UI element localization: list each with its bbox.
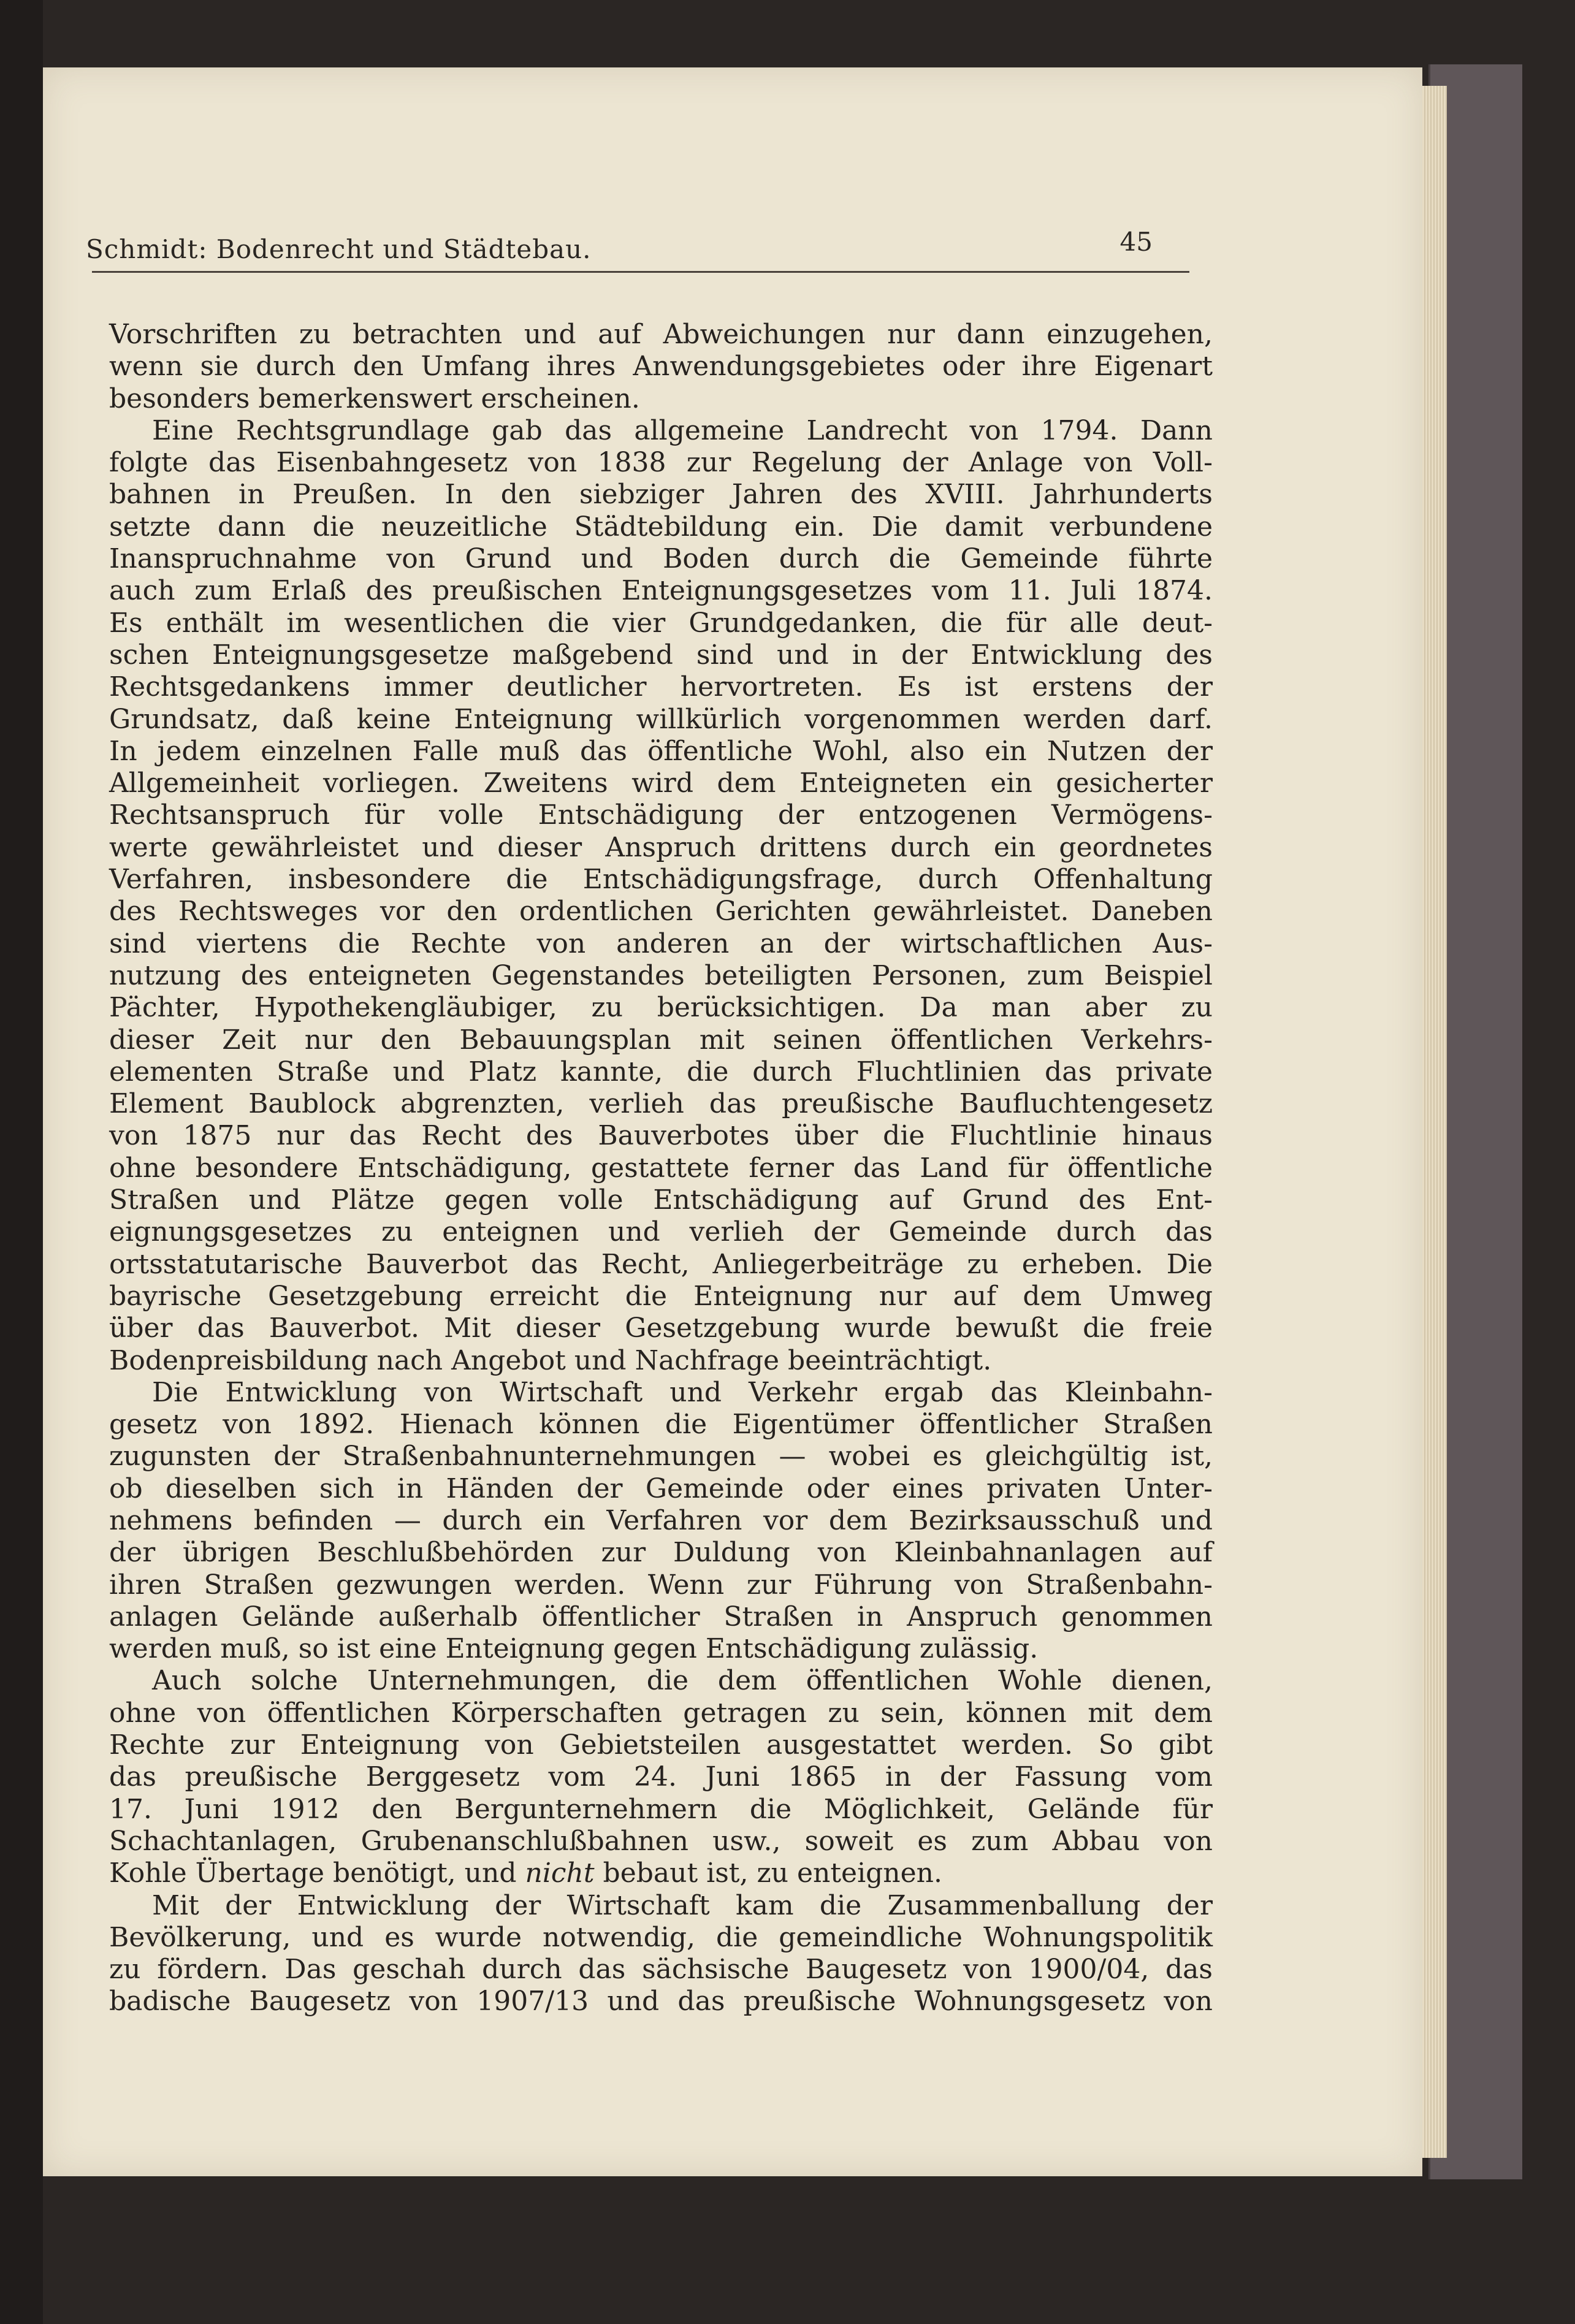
text-line: 17. Juni 1912 den Bergunternehmern die Möglichkeit, Gelände für (109, 1793, 1213, 1825)
text-line: ob dieselben sich in Händen der Gemeinde oder eines privaten Unter- (109, 1473, 1213, 1504)
text-line: Die Entwicklung von Wirtschaft und Verkehr ergab das Kleinbahn- (152, 1376, 1213, 1408)
running-header (86, 166, 1189, 264)
text-line: sind viertens die Rechte von anderen an der wirtschaftlichen Aus- (109, 928, 1213, 959)
text-line: setzte dann die neuzeitliche Städtebildung ein. Die damit verbundene (109, 511, 1213, 543)
body-text (109, 319, 1213, 2018)
text-line: Rechte zur Enteignung von Gebietsteilen ausgestattet werden. So gibt (109, 1729, 1213, 1761)
text-line: besonders bemerkenswert erscheinen. (109, 383, 640, 414)
text-line: wenn sie durch den Umfang ihres Anwendungsgebietes oder ihre Eigenart (109, 351, 1213, 383)
text-segment: bebaut ist, zu enteignen. (594, 1857, 943, 1889)
text-line: Auch solche Unternehmungen, die dem öffentlichen Wohle dienen, (152, 1665, 1213, 1697)
text-line: über das Bauverbot. Mit dieser Gesetzgebung wurde bewußt die freie (109, 1312, 1213, 1344)
text-line: zugunsten der Straßenbahnunternehmungen — wobei es gleichgültig ist, (109, 1441, 1213, 1473)
text-line: von 1875 nur das Recht des Bauverbotes über die Fluchtlinie hinaus (109, 1120, 1213, 1152)
text-line: Allgemeinheit vorliegen. Zweitens wird dem Enteigneten ein gesicherter (109, 768, 1213, 799)
text-line: badische Baugesetz von 1907/13 und das preußische Wohnungsgesetz von (109, 1986, 1213, 2017)
text-line: werte gewährleistet und dieser Anspruch drittens durch ein geordnetes (109, 831, 1213, 863)
text-line: eignungsgesetzes zu enteignen und verlieh der Gemeinde durch das (109, 1216, 1213, 1248)
emphasis-nicht: nicht (525, 1857, 595, 1889)
text-line: Mit der Entwicklung der Wirtschaft kam die Zusammenballung der (152, 1889, 1213, 1921)
text-line: In jedem einzelnen Falle muß das öffentliche Wohl, also ein Nutzen der (109, 735, 1213, 767)
text-line: das preußische Berggesetz vom 24. Juni 1865 in der Fassung vom (109, 1761, 1213, 1793)
text-line: gesetz von 1892. Hienach können die Eigentümer öffentlicher Straßen (109, 1409, 1213, 1441)
running-title: Schmidt: Bodenrecht und Städtebau. (86, 234, 592, 264)
text-line: Bodenpreisbildung nach Angebot und Nachfrage beeinträchtigt. (109, 1344, 992, 1376)
text-line: ihren Straßen gezwungen werden. Wenn zur Führung von Straßenbahn- (109, 1569, 1213, 1601)
text-line: Eine Rechtsgrundlage gab das allgemeine Landrecht von 1794. Dann (152, 414, 1213, 446)
text-line: des Rechtsweges vor den ordentlichen Gerichten gewährleistet. Daneben (109, 896, 1213, 928)
text-line: Straßen und Plätze gegen volle Entschädigung auf Grund des Ent- (109, 1184, 1213, 1216)
text-line: Pächter, Hypothekengläubiger, zu berücksichtigen. Da man aber zu (109, 992, 1213, 1024)
text-line: nehmens befinden — durch ein Verfahren vor dem Bezirksausschuß und (109, 1504, 1213, 1536)
text-line: Vorschriften zu betrachten und auf Abweichungen nur dann einzugehen, (109, 319, 1213, 350)
text-line: ohne von öffentlichen Körperschaften getragen zu sein, können mit dem (109, 1697, 1213, 1729)
text-line: zu fördern. Das geschah durch das sächsische Baugesetz von 1900/04, das (109, 1954, 1213, 1986)
text-line: Element Baublock abgrenzten, verlieh das preußische Baufluchtengesetz (109, 1088, 1213, 1120)
text-line: Es enthält im wesentlichen die vier Grundgedanken, die für alle deut- (109, 607, 1213, 639)
text-line: werden muß, so ist eine Enteignung gegen Entschädigung zulässig. (109, 1633, 1039, 1665)
text-line: elementen Straße und Platz kannte, die durch Fluchtlinien das private (109, 1056, 1213, 1088)
text-line: folgte das Eisenbahngesetz von 1838 zur Regelung der Anlage von Voll- (109, 447, 1213, 479)
text-line: Grundsatz, daß keine Enteignung willkürlich vorgenommen werden darf. (109, 703, 1213, 735)
text-line: Bevölkerung, und es wurde notwendig, die gemeindliche Wohnungspolitik (109, 1921, 1213, 1953)
book-cover-left (0, 0, 43, 2324)
text-line: Rechtsgedankens immer deutlicher hervortreten. Es ist erstens der (109, 671, 1213, 703)
text-line: ortsstatutarische Bauverbot das Recht, Anliegerbeiträge zu erheben. Die (109, 1248, 1213, 1280)
header-rule (92, 271, 1189, 273)
text-segment: Kohle Übertage benötigt, und (109, 1857, 525, 1889)
text-line: Inanspruchnahme von Grund und Boden durch die Gemeinde führte (109, 543, 1213, 575)
text-line: bayrische Gesetzgebung erreicht die Enteignung nur auf dem Umweg (109, 1280, 1213, 1312)
text-line: ohne besondere Entschädigung, gestattete ferner das Land für öffentliche (109, 1152, 1213, 1184)
page-number: 45 (1119, 227, 1153, 257)
text-line: nutzung des enteigneten Gegenstandes beteiligten Personen, zum Beispiel (109, 959, 1213, 991)
text-line: anlagen Gelände außerhalb öffentlicher Straßen in Anspruch genommen (109, 1601, 1213, 1633)
text-line: schen Enteignungsgesetze maßgebend sind und in der Entwicklung des (109, 639, 1213, 671)
text-line-kohle (109, 1857, 1213, 1889)
text-line: der übrigen Beschlußbehörden zur Duldung von Kleinbahnanlagen auf (109, 1537, 1213, 1569)
text-line: Rechtsanspruch für volle Entschädigung der entzogenen Vermögens- (109, 799, 1213, 831)
text-line: bahnen in Preußen. In den siebziger Jahren des XVIII. Jahrhunderts (109, 479, 1213, 511)
text-line: auch zum Erlaß des preußischen Enteignungsgesetzes vom 11. Juli 1874. (109, 575, 1213, 607)
text-line: dieser Zeit nur den Bebauungsplan mit seinen öffentlichen Verkehrs- (109, 1024, 1213, 1056)
text-line: Schachtanlagen, Grubenanschlußbahnen usw., soweit es zum Abbau von (109, 1825, 1213, 1857)
text-line: Verfahren, insbesondere die Entschädigungsfrage, durch Offenhaltung (109, 864, 1213, 896)
